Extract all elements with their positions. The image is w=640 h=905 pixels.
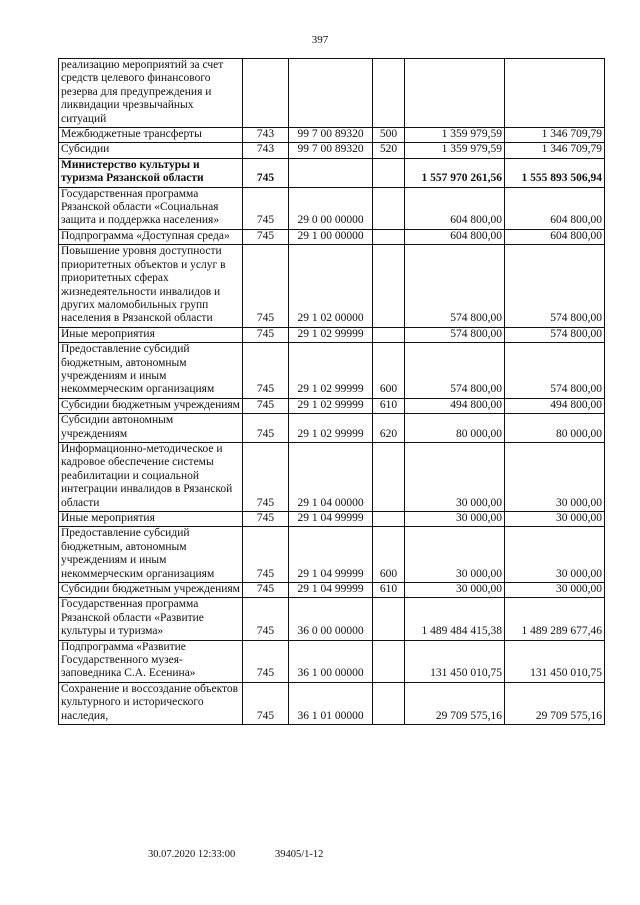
row-target-article-cell: 29 1 00 00000 xyxy=(289,229,373,244)
row-target-article-cell: 29 1 04 99999 xyxy=(289,512,373,527)
row-target-article-cell: 36 0 00 00000 xyxy=(289,598,373,640)
row-sum-2022-cell: 604 800,00 xyxy=(505,187,605,229)
row-target-article-cell xyxy=(289,59,373,128)
row-target-article-cell: 29 1 04 00000 xyxy=(289,442,373,511)
row-target-article-cell: 36 1 00 00000 xyxy=(289,640,373,682)
row-sum-2021-cell: 574 800,00 xyxy=(405,343,505,399)
row-expense-type-cell xyxy=(373,229,405,244)
row-sum-2021-cell: 1 359 979,59 xyxy=(405,143,505,158)
row-name-cell: Предоставление субсидий бюджетным, автономным учреждениям и иным некоммерческим организациям xyxy=(59,527,243,583)
row-sum-2021-cell: 30 000,00 xyxy=(405,512,505,527)
table-row xyxy=(59,128,605,143)
table-row xyxy=(59,187,605,229)
row-sum-2021-cell: 1 489 484 415,38 xyxy=(405,598,505,640)
row-target-article-cell: 36 1 01 00000 xyxy=(289,682,373,724)
row-name-cell: Подпрограмма «Доступная среда» xyxy=(59,229,243,244)
table-row xyxy=(59,682,605,724)
row-expense-type-cell xyxy=(373,187,405,229)
row-sum-2021-cell: 1 359 979,59 xyxy=(405,128,505,143)
row-sum-2022-cell: 1 489 289 677,46 xyxy=(505,598,605,640)
budget-table xyxy=(58,58,605,725)
row-expense-type-cell xyxy=(373,598,405,640)
table-row xyxy=(59,143,605,158)
row-target-article-cell: 29 1 02 99999 xyxy=(289,343,373,399)
budget-table-body xyxy=(59,59,605,725)
row-sum-2022-cell: 30 000,00 xyxy=(505,527,605,583)
row-expense-type-cell: 620 xyxy=(373,414,405,443)
row-admin-code-cell: 743 xyxy=(243,128,289,143)
row-sum-2021-cell: 1 557 970 261,56 xyxy=(405,158,505,187)
row-expense-type-cell: 610 xyxy=(373,398,405,413)
row-admin-code-cell: 745 xyxy=(243,327,289,342)
row-name-cell: Субсидии автономным учреждениям xyxy=(59,414,243,443)
row-expense-type-cell: 520 xyxy=(373,143,405,158)
row-name-cell: Иные мероприятия xyxy=(59,327,243,342)
row-expense-type-cell xyxy=(373,682,405,724)
table-row xyxy=(59,59,605,128)
row-sum-2022-cell: 80 000,00 xyxy=(505,414,605,443)
row-sum-2022-cell: 574 800,00 xyxy=(505,327,605,342)
row-admin-code-cell: 745 xyxy=(243,682,289,724)
row-admin-code-cell xyxy=(243,59,289,128)
row-admin-code-cell: 745 xyxy=(243,598,289,640)
row-sum-2022-cell: 30 000,00 xyxy=(505,583,605,598)
row-sum-2022-cell: 1 346 709,79 xyxy=(505,143,605,158)
row-sum-2021-cell: 30 000,00 xyxy=(405,527,505,583)
row-sum-2022-cell: 131 450 010,75 xyxy=(505,640,605,682)
row-admin-code-cell: 745 xyxy=(243,398,289,413)
row-target-article-cell: 29 1 02 99999 xyxy=(289,398,373,413)
row-expense-type-cell: 600 xyxy=(373,343,405,399)
row-expense-type-cell xyxy=(373,442,405,511)
row-sum-2021-cell: 574 800,00 xyxy=(405,245,505,327)
table-row xyxy=(59,527,605,583)
row-name-cell: Повышение уровня доступности приоритетных объектов и услуг в приоритетных сферах жизнедеятельности инвалидов и других маломобильных групп населения в Рязанской области xyxy=(59,245,243,327)
table-row xyxy=(59,512,605,527)
table-row xyxy=(59,158,605,187)
row-target-article-cell: 29 1 02 99999 xyxy=(289,414,373,443)
row-sum-2022-cell: 1 346 709,79 xyxy=(505,128,605,143)
row-expense-type-cell xyxy=(373,59,405,128)
table-row xyxy=(59,229,605,244)
footer-doc-number: 39405/1-12 xyxy=(275,849,324,860)
table-row xyxy=(59,245,605,327)
row-expense-type-cell: 600 xyxy=(373,527,405,583)
table-row xyxy=(59,442,605,511)
row-name-cell: Иные мероприятия xyxy=(59,512,243,527)
row-sum-2021-cell: 80 000,00 xyxy=(405,414,505,443)
row-expense-type-cell xyxy=(373,512,405,527)
row-name-cell: Государственная программа Рязанской области «Развитие культуры и туризма» xyxy=(59,598,243,640)
page-number: 397 xyxy=(311,34,329,46)
row-admin-code-cell: 745 xyxy=(243,414,289,443)
row-expense-type-cell xyxy=(373,158,405,187)
row-sum-2022-cell xyxy=(505,59,605,128)
row-admin-code-cell: 745 xyxy=(243,245,289,327)
footer-date: 30.07.2020 12:33:00 xyxy=(148,849,236,860)
table-row xyxy=(59,327,605,342)
row-admin-code-cell: 745 xyxy=(243,187,289,229)
row-sum-2022-cell: 604 800,00 xyxy=(505,229,605,244)
row-name-cell: Субсидии xyxy=(59,143,243,158)
table-row xyxy=(59,640,605,682)
row-expense-type-cell xyxy=(373,640,405,682)
row-name-cell: Межбюджетные трансферты xyxy=(59,128,243,143)
row-sum-2022-cell: 574 800,00 xyxy=(505,343,605,399)
row-target-article-cell: 29 1 04 99999 xyxy=(289,527,373,583)
row-name-cell: реализацию мероприятий за счет средств целевого финансового резерва для предупреждения и ликвидации чрезвычайных ситуаций xyxy=(59,59,243,128)
row-sum-2021-cell: 29 709 575,16 xyxy=(405,682,505,724)
row-sum-2022-cell: 494 800,00 xyxy=(505,398,605,413)
row-admin-code-cell: 745 xyxy=(243,640,289,682)
table-row xyxy=(59,414,605,443)
row-sum-2021-cell: 494 800,00 xyxy=(405,398,505,413)
row-name-cell: Подпрограмма «Развитие Государственного музея-заповедника С.А. Есенина» xyxy=(59,640,243,682)
row-expense-type-cell xyxy=(373,245,405,327)
table-row xyxy=(59,343,605,399)
row-admin-code-cell: 743 xyxy=(243,143,289,158)
row-sum-2021-cell: 131 450 010,75 xyxy=(405,640,505,682)
table-row xyxy=(59,583,605,598)
row-sum-2021-cell: 30 000,00 xyxy=(405,583,505,598)
row-admin-code-cell: 745 xyxy=(243,343,289,399)
table-row xyxy=(59,598,605,640)
row-sum-2022-cell: 30 000,00 xyxy=(505,512,605,527)
row-expense-type-cell: 500 xyxy=(373,128,405,143)
row-name-cell: Субсидии бюджетным учреждениям xyxy=(59,398,243,413)
row-target-article-cell: 29 1 02 00000 xyxy=(289,245,373,327)
row-sum-2021-cell xyxy=(405,59,505,128)
row-name-cell: Государственная программа Рязанской области «Социальная защита и поддержка населения» xyxy=(59,187,243,229)
row-name-cell: Субсидии бюджетным учреждениям xyxy=(59,583,243,598)
row-name-cell: Министерство культуры и туризма Рязанской области xyxy=(59,158,243,187)
row-sum-2021-cell: 604 800,00 xyxy=(405,187,505,229)
row-target-article-cell: 99 7 00 89320 xyxy=(289,128,373,143)
row-admin-code-cell: 745 xyxy=(243,442,289,511)
row-sum-2021-cell: 30 000,00 xyxy=(405,442,505,511)
row-target-article-cell: 29 1 02 99999 xyxy=(289,327,373,342)
row-expense-type-cell: 610 xyxy=(373,583,405,598)
row-sum-2022-cell: 29 709 575,16 xyxy=(505,682,605,724)
row-name-cell: Предоставление субсидий бюджетным, автономным учреждениям и иным некоммерческим организациям xyxy=(59,343,243,399)
row-target-article-cell: 99 7 00 89320 xyxy=(289,143,373,158)
row-sum-2022-cell: 1 555 893 506,94 xyxy=(505,158,605,187)
row-sum-2021-cell: 574 800,00 xyxy=(405,327,505,342)
row-name-cell: Сохранение и воссоздание объектов культурного и исторического наследия, xyxy=(59,682,243,724)
row-expense-type-cell xyxy=(373,327,405,342)
row-sum-2022-cell: 30 000,00 xyxy=(505,442,605,511)
row-admin-code-cell: 745 xyxy=(243,512,289,527)
row-target-article-cell: 29 1 04 99999 xyxy=(289,583,373,598)
row-target-article-cell: 29 0 00 00000 xyxy=(289,187,373,229)
row-target-article-cell xyxy=(289,158,373,187)
row-sum-2022-cell: 574 800,00 xyxy=(505,245,605,327)
table-row xyxy=(59,398,605,413)
row-admin-code-cell: 745 xyxy=(243,158,289,187)
row-admin-code-cell: 745 xyxy=(243,527,289,583)
row-sum-2021-cell: 604 800,00 xyxy=(405,229,505,244)
row-admin-code-cell: 745 xyxy=(243,583,289,598)
row-admin-code-cell: 745 xyxy=(243,229,289,244)
row-name-cell: Информационно-методическое и кадровое обеспечение системы реабилитации и социальной интеграции инвалидов в Рязанской области xyxy=(59,442,243,511)
